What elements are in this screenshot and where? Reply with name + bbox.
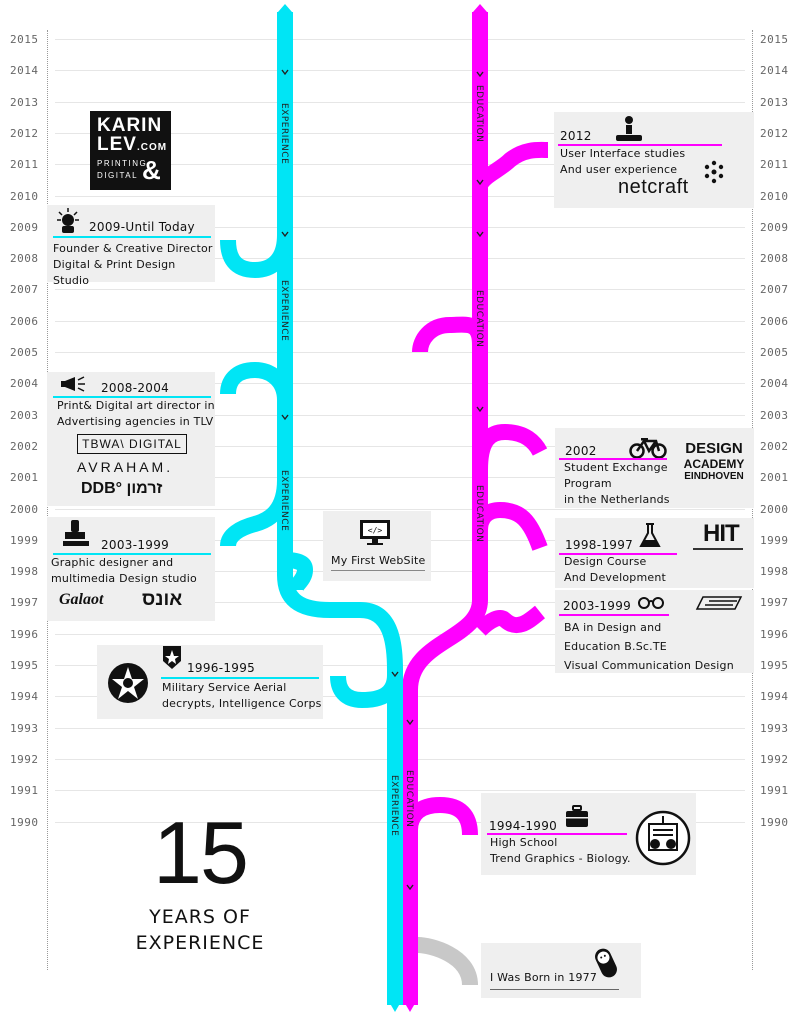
summary-number: 15 [153, 803, 247, 902]
year-label-left: 1999 [10, 534, 39, 547]
year-label-right: 2015 [760, 33, 789, 46]
year-label-right: 1993 [760, 722, 789, 735]
galaot-logo: Galaot [59, 591, 104, 608]
year-label-right: 2005 [760, 346, 789, 359]
hit-logo: HIT [703, 520, 739, 547]
year-label-right: 1996 [760, 628, 789, 641]
year-label-right: 2006 [760, 315, 789, 328]
year-label-right: 1998 [760, 565, 789, 578]
school-logo-icon [693, 595, 745, 611]
year-label-right: 2004 [760, 377, 789, 390]
card-underline [53, 236, 211, 238]
year-label-right: 1991 [760, 784, 789, 797]
design-academy-logo: DESIGN ACADEMY EINDHOVEN [683, 440, 745, 482]
year-label-right: 2007 [760, 283, 789, 296]
megaphone-icon [59, 376, 89, 392]
stamp-icon [62, 520, 90, 550]
year-label-left: 2007 [10, 283, 39, 296]
netcraft-icon [702, 160, 726, 184]
card-title: 1994-1990 [489, 819, 558, 833]
education-loop-2012 [480, 150, 548, 185]
year-label-left: 2005 [10, 346, 39, 359]
year-label-right: 1997 [760, 596, 789, 609]
experience-card-1999[interactable] [47, 517, 215, 621]
hit-logo-subline [693, 548, 743, 550]
year-label-right: 1994 [760, 690, 789, 703]
flask-icon [639, 523, 661, 549]
year-label-right: 2013 [760, 96, 789, 109]
born-card[interactable] [481, 943, 641, 998]
card-text: Student Exchange Program in the Netherlands [564, 461, 670, 506]
card-title: 1998-1997 [565, 538, 634, 552]
year-label-right: 2002 [760, 440, 789, 453]
education-label-1: EDUCATION [474, 85, 484, 143]
avraham-logo: AVRAHAM. [77, 459, 174, 475]
experience-loop-2004 [228, 370, 285, 400]
summary-line1: YEARS OF [149, 906, 251, 928]
experience-label-1: EXPERIENCE [279, 103, 289, 165]
education-card-2002[interactable] [555, 428, 754, 508]
year-label-left: 2014 [10, 64, 39, 77]
year-label-left: 2006 [10, 315, 39, 328]
logo-line1: KARIN [97, 115, 163, 136]
glasses-icon [637, 595, 665, 609]
card-text: Print& Digital art director in Advertising agencies in TLV [57, 399, 215, 428]
card-title: 2003-1999 [101, 538, 170, 552]
card-title: 2009-Until Today [89, 220, 195, 234]
card-text: Military Service Aerial decrypts, Intelligence Corps [162, 681, 322, 710]
card-title: 2012 [560, 129, 592, 143]
card-underline [559, 614, 669, 616]
year-label-left: 1993 [10, 722, 39, 735]
year-label-left: 2004 [10, 377, 39, 390]
card-title: 2003-1999 [563, 599, 632, 613]
year-label-left: 1998 [10, 565, 39, 578]
experience-label-3: EXPERIENCE [279, 470, 289, 532]
experience-track [285, 12, 395, 1005]
born-label: I Was Born in 1977 [490, 970, 619, 990]
education-loop-1998 [480, 510, 540, 548]
year-label-left: 1990 [10, 816, 39, 829]
year-label-right: 1990 [760, 816, 789, 829]
year-label-left: 2001 [10, 471, 39, 484]
year-label-left: 1995 [10, 659, 39, 672]
year-label-right: 2011 [760, 158, 789, 171]
tbwa-logo: TBWA\ DIGITAL [77, 434, 187, 454]
briefcase-icon [565, 805, 589, 829]
card-text: Design Course And Development [564, 555, 667, 584]
year-label-right: 1992 [760, 753, 789, 766]
experience-loop-military [338, 675, 395, 700]
netcraft-logo: netcraft [618, 176, 689, 198]
ddb-logo: DDB° זרמון [81, 480, 163, 497]
education-label-3: EDUCATION [474, 485, 484, 543]
logo-line2-wrap [97, 134, 167, 156]
card-text: Graphic designer and multimedia Design studio [51, 556, 197, 585]
year-label-right: 1999 [760, 534, 789, 547]
card-title: 2002 [565, 444, 597, 458]
year-label-right: 2003 [760, 409, 789, 422]
years-summary [120, 803, 280, 956]
education-card-1998[interactable] [555, 518, 754, 588]
year-label-left: 2011 [10, 158, 39, 171]
year-label-right: 1995 [760, 659, 789, 672]
year-label-left: 2002 [10, 440, 39, 453]
onos-logo: אונס [142, 589, 183, 610]
education-track [410, 12, 480, 1005]
first-website-label: My First WebSite [331, 553, 425, 571]
education-loop-1990 [410, 805, 470, 835]
education-loop-2005 [420, 325, 480, 352]
year-label-left: 1994 [10, 690, 39, 703]
intelligence-corps-icon [107, 662, 149, 704]
card-title: 1996-1995 [187, 661, 256, 675]
card-underline [161, 677, 319, 679]
year-label-right: 2008 [760, 252, 789, 265]
experience-loop-2009 [228, 235, 285, 270]
birth-branch [418, 945, 470, 985]
year-label-left: 1992 [10, 753, 39, 766]
summary-line2: EXPERIENCE [135, 932, 265, 954]
year-label-left: 2009 [10, 221, 39, 234]
year-label-left: 2013 [10, 96, 39, 109]
first-website-card[interactable] [323, 511, 431, 581]
year-label-left: 1997 [10, 596, 39, 609]
lightbulb-person-icon [57, 208, 79, 234]
year-label-left: 2010 [10, 190, 39, 203]
year-label-right: 2010 [760, 190, 789, 203]
education-card-ba[interactable] [555, 590, 754, 673]
card-text: User Interface studies And user experience [560, 147, 686, 176]
year-label-right: 2014 [760, 64, 789, 77]
monitor-code-icon [359, 519, 391, 546]
year-label-right: 2000 [760, 503, 789, 516]
person-desk-icon [614, 115, 644, 143]
card-text: Founder & Creative Director Digital & Print Design Studio [53, 242, 213, 287]
year-label-right: 2012 [760, 127, 789, 140]
logo-line4: DIGITAL [97, 171, 139, 180]
experience-label-2: EXPERIENCE [279, 280, 289, 342]
year-label-left: 2003 [10, 409, 39, 422]
logo-line3: PRINTING [97, 159, 148, 168]
year-label-left: 2000 [10, 503, 39, 516]
experience-card-2004[interactable] [47, 372, 215, 506]
card-text: BA in Design and Education B.Sc.TE Visual Communication Design [564, 621, 734, 672]
logo-amp: & [142, 155, 161, 185]
experience-label-4: EXPERIENCE [389, 775, 399, 837]
year-label-left: 1996 [10, 628, 39, 641]
year-label-right: 2009 [760, 221, 789, 234]
education-label-2: EDUCATION [474, 290, 484, 348]
education-loop-2002 [480, 432, 540, 470]
year-label-right: 2001 [760, 471, 789, 484]
year-label-left: 2015 [10, 33, 39, 46]
card-text: High School Trend Graphics - Biology. [490, 836, 631, 865]
education-label-4: EDUCATION [404, 770, 414, 828]
education-card-1990[interactable] [481, 793, 696, 875]
karin-lev-logo[interactable] [90, 111, 171, 190]
experience-card-2009[interactable] [47, 205, 215, 287]
year-label-left: 2008 [10, 252, 39, 265]
logo-line2-suffix: .COM [136, 142, 168, 153]
education-loop-1999 [480, 612, 540, 630]
year-label-left: 1991 [10, 784, 39, 797]
bicycle-icon [629, 436, 667, 460]
high-school-emblem-icon [635, 810, 691, 866]
year-label-left: 2012 [10, 127, 39, 140]
experience-loop-1999 [228, 480, 285, 546]
education-card-2012[interactable] [554, 112, 754, 208]
card-title: 2008-2004 [101, 381, 170, 395]
svg-text:</>: </> [367, 526, 383, 535]
experience-card-1995[interactable] [97, 645, 323, 719]
logo-line2: LEV [97, 134, 137, 155]
military-badge-icon [162, 646, 182, 670]
